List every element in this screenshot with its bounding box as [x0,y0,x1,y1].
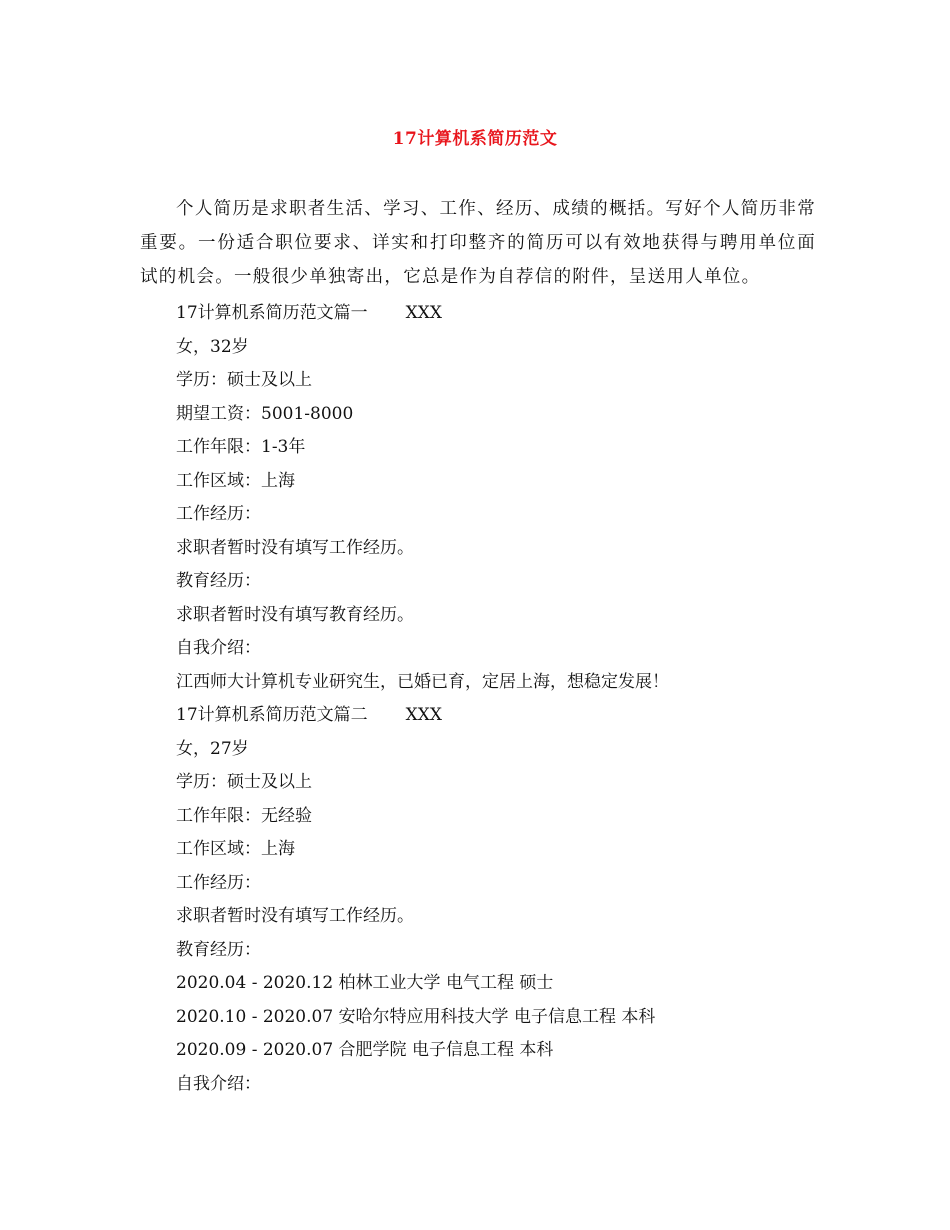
sample1-self-text: 江西师大计算机专业研究生，已婚已育，定居上海，想稳定发展！ [176,671,669,692]
sample2-name: XXX [405,705,442,725]
sample1-area: 工作区域：上海 [176,470,295,491]
sample2-education: 学历：硕士及以上 [176,772,312,792]
sample1-self-label: 自我介绍： [176,638,261,658]
sample2-edu-item: 2020.04 - 2020.12 柏林工业大学 电气工程 硕士 [176,973,554,993]
sample1-education: 学历：硕士及以上 [176,370,312,390]
sample2-heading-line [176,699,816,733]
sample2-heading: 17计算机系简历范文篇二 [176,705,368,725]
resume-content [176,297,816,1101]
sample2-edu-item: 2020.09 - 2020.07 合肥学院 电子信息工程 本科 [176,1040,554,1060]
intro-paragraph: 个人简历是求职者生活、学习、工作、经历、成绩的概括。写好个人简历非常重要。一份适合职位要求、详实和打印整齐的简历可以有效地获得与聘用单位面试的机会。一般很少单独寄出，它总是作为自荐信的附件，呈送用人单位。 [140,199,816,287]
sample1-edu-label: 教育经历： [176,571,261,591]
sample2-edu-label: 教育经历： [176,939,261,960]
sample1-work-text: 求职者暂时没有填写工作经历。 [176,537,414,558]
sample1-work-label: 工作经历： [176,504,261,524]
document-title: 17计算机系简历范文 [392,129,558,149]
sample1-edu-text: 求职者暂时没有填写教育经历。 [176,604,414,625]
sample1-name: XXX [405,303,442,323]
sample2-self-label: 自我介绍： [176,1073,261,1094]
sample1-years: 工作年限：1-3年 [176,437,306,457]
sample2-edu-item: 2020.10 - 2020.07 安哈尔特应用科技大学 电子信息工程 本科 [176,1006,656,1027]
sample1-heading-line [176,297,816,331]
sample2-gender-age: 女，27岁 [176,738,249,759]
sample2-area: 工作区域：上海 [176,839,295,859]
sample2-work-text: 求职者暂时没有填写工作经历。 [176,906,414,926]
sample1-salary: 期望工资：5001-8000 [176,403,354,424]
sample1-heading: 17计算机系简历范文篇一 [176,303,368,323]
sample2-work-label: 工作经历： [176,872,261,893]
sample2-years: 工作年限：无经验 [176,805,312,826]
sample1-gender-age: 女，32岁 [176,336,249,357]
